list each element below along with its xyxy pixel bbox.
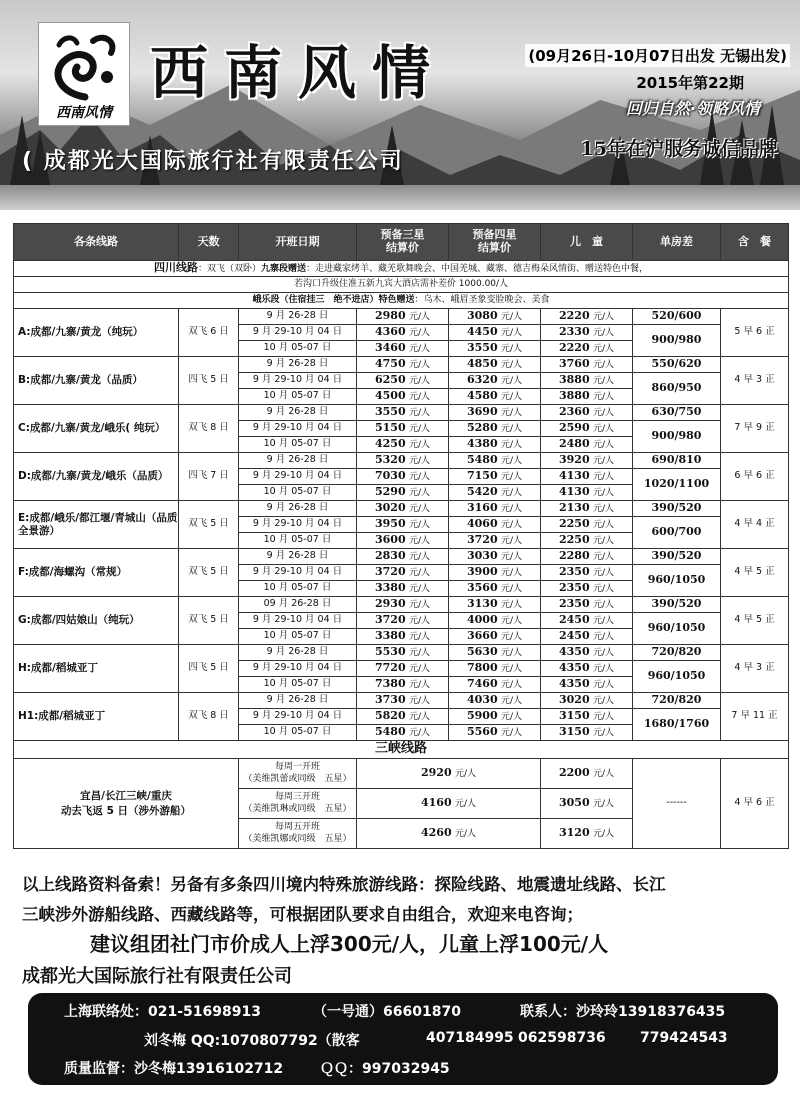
price-four-star: 3130 元/人: [449, 597, 541, 613]
notes-paragraph: [22, 870, 782, 930]
price-four-star: 5480 元/人: [449, 453, 541, 469]
table-header-row: [14, 224, 789, 261]
single-supplement: 960/1050: [633, 613, 721, 645]
price-four-star: 3030 元/人: [449, 549, 541, 565]
single-supplement: 390/520: [633, 501, 721, 517]
route-days: 四飞 7 日: [179, 453, 239, 501]
single-supplement: 520/600: [633, 309, 721, 325]
single-supplement: 690/810: [633, 453, 721, 469]
header-route: 各条线路: [14, 224, 179, 261]
table-row: [14, 693, 789, 709]
departure-date: 9 月 29-10 月 04 日: [239, 421, 357, 437]
header-meals: 含 餐: [721, 224, 789, 261]
route-days: 四飞 5 日: [179, 357, 239, 405]
single-supplement: 720/820: [633, 645, 721, 661]
sanxia-child-price: 3050 元/人: [541, 789, 633, 819]
meals: 4 早 5 正: [721, 549, 789, 597]
recommend-price-note: 建议组团社门市价成人上浮300元/人，儿童上浮100元/人: [90, 932, 609, 956]
departure-date: 9 月 29-10 月 04 日: [239, 469, 357, 485]
price-child: 2250 元/人: [541, 517, 633, 533]
price-four-star: 4000 元/人: [449, 613, 541, 629]
price-child: 2480 元/人: [541, 437, 633, 453]
departure-date: 9 月 26-28 日: [239, 453, 357, 469]
price-three-star: 4360 元/人: [357, 325, 449, 341]
single-supplement: 860/950: [633, 373, 721, 405]
departure-date: 10 月 05-07 日: [239, 725, 357, 741]
price-three-star: 3550 元/人: [357, 405, 449, 421]
route-days: 四飞 5 日: [179, 645, 239, 693]
departure-date: 9 月 29-10 月 04 日: [239, 517, 357, 533]
notes-line-2: 三峡涉外游船线路、西藏线路等，可根据团队要求自由组合，欢迎来电咨询；: [22, 905, 583, 924]
meals: 7 早 9 正: [721, 405, 789, 453]
departure-date: 9 月 26-28 日: [239, 501, 357, 517]
sanxia-date: 每周一开班 （美维凯蕾或同级 五星）: [239, 759, 357, 789]
route-days: 双飞 8 日: [179, 693, 239, 741]
price-four-star: 3720 元/人: [449, 533, 541, 549]
sanxia-price: 4160 元/人: [357, 789, 541, 819]
qq-number-1: 407184995: [426, 1030, 514, 1046]
departure-date: 10 月 05-07 日: [239, 677, 357, 693]
section-title-sanxia: 三峡线路: [14, 741, 789, 759]
sichuan-info-row-3: [14, 293, 789, 309]
route-name: E:成都/峨乐/都江堰/青城山（品质全景游）: [14, 501, 179, 549]
price-child: 2130 元/人: [541, 501, 633, 517]
price-four-star: 4850 元/人: [449, 357, 541, 373]
price-three-star: 3950 元/人: [357, 517, 449, 533]
price-three-star: 3380 元/人: [357, 581, 449, 597]
price-four-star: 5420 元/人: [449, 485, 541, 501]
price-four-star: 4030 元/人: [449, 693, 541, 709]
route-name: A:成都/九寨/黄龙（纯玩）: [14, 309, 179, 357]
price-child: 2280 元/人: [541, 549, 633, 565]
table-row: [14, 357, 789, 373]
notes-line-1: 以上线路资料备索！另备有多条四川境内特殊旅游线路：探险线路、地震遗址线路、长江: [22, 875, 666, 894]
sanxia-title-row: [14, 741, 789, 759]
price-four-star: 5900 元/人: [449, 709, 541, 725]
footer-company-name: 成都光大国际旅行社有限责任公司: [22, 966, 292, 987]
route-days: 双飞 5 日: [179, 501, 239, 549]
single-supplement: 1680/1760: [633, 709, 721, 741]
qq-number-3: 779424543: [640, 1030, 728, 1046]
slogan: 回归自然·领略风情: [625, 99, 760, 118]
departure-date: 09 月 26-28 日: [239, 597, 357, 613]
route-name: B:成都/九寨/黄龙（品质）: [14, 357, 179, 405]
sanxia-price: 4260 元/人: [357, 819, 541, 849]
price-three-star: 5820 元/人: [357, 709, 449, 725]
price-table-container: [13, 223, 788, 849]
qq-supervision: ＱＱ：997032945: [320, 1061, 450, 1077]
departure-date: 10 月 05-07 日: [239, 341, 357, 357]
meals: 4 早 3 正: [721, 645, 789, 693]
price-three-star: 4250 元/人: [357, 437, 449, 453]
departure-date: 9 月 29-10 月 04 日: [239, 613, 357, 629]
sanxia-date: 每周五开班 （美维凯娜或同级 五星）: [239, 819, 357, 849]
meals: 4 早 4 正: [721, 501, 789, 549]
price-four-star: 5630 元/人: [449, 645, 541, 661]
sanxia-date: 每周三开班 （美维凯琳或同级 五星）: [239, 789, 357, 819]
price-child: 2250 元/人: [541, 533, 633, 549]
route-days: 双飞 6 日: [179, 309, 239, 357]
departure-date: 9 月 26-28 日: [239, 645, 357, 661]
price-child: 3920 元/人: [541, 453, 633, 469]
price-four-star: 7460 元/人: [449, 677, 541, 693]
quality-supervision: 质量监督：沙冬梅13916102712: [64, 1061, 284, 1077]
price-child: 2350 元/人: [541, 565, 633, 581]
departure-date: 9 月 26-28 日: [239, 309, 357, 325]
sanxia-child-price: 3120 元/人: [541, 819, 633, 849]
departure-date: 9 月 26-28 日: [239, 357, 357, 373]
price-four-star: 3080 元/人: [449, 309, 541, 325]
price-three-star: 3720 元/人: [357, 565, 449, 581]
price-three-star: 3020 元/人: [357, 501, 449, 517]
table-row: [14, 501, 789, 517]
brand-tagline: 15年在沪服务诚信品牌: [580, 138, 778, 160]
price-child: 2450 元/人: [541, 629, 633, 645]
price-child: 3150 元/人: [541, 709, 633, 725]
table-row: [14, 759, 789, 789]
route-name: D:成都/九寨/黄龙/峨乐（品质）: [14, 453, 179, 501]
logo: [38, 22, 130, 126]
departure-date: 9 月 29-10 月 04 日: [239, 661, 357, 677]
issue-number: 2015年第22期: [636, 74, 744, 92]
price-three-star: 5290 元/人: [357, 485, 449, 501]
price-child: 2220 元/人: [541, 341, 633, 357]
qq-number-2: 062598736: [518, 1030, 606, 1046]
header-four-star: 预备四星 结算价: [449, 224, 541, 261]
table-row: [14, 645, 789, 661]
price-child: 2590 元/人: [541, 421, 633, 437]
price-four-star: 7800 元/人: [449, 661, 541, 677]
price-child: 4350 元/人: [541, 661, 633, 677]
header-dates: 开班日期: [239, 224, 357, 261]
price-three-star: 2980 元/人: [357, 309, 449, 325]
price-table: [13, 223, 789, 849]
route-days: 双飞 5 日: [179, 597, 239, 645]
header-days: 天数: [179, 224, 239, 261]
table-row: [14, 453, 789, 469]
contact-person: 联系人：沙玲玲13918376435: [520, 1004, 726, 1020]
sichuan-info-row: [14, 261, 789, 277]
meals: 4 早 5 正: [721, 597, 789, 645]
table-row: [14, 309, 789, 325]
departure-dates: (09月26日-10月07日出发 无锡出发): [525, 44, 790, 67]
price-child: 2220 元/人: [541, 309, 633, 325]
meals: 7 早 11 正: [721, 693, 789, 741]
departure-date: 9 月 26-28 日: [239, 549, 357, 565]
departure-date: 10 月 05-07 日: [239, 581, 357, 597]
price-four-star: 5280 元/人: [449, 421, 541, 437]
departure-date: 9 月 29-10 月 04 日: [239, 565, 357, 581]
price-three-star: 7380 元/人: [357, 677, 449, 693]
price-three-star: 5480 元/人: [357, 725, 449, 741]
meals: 4 早 3 正: [721, 357, 789, 405]
table-row: [14, 549, 789, 565]
meals: 5 早 6 正: [721, 309, 789, 357]
price-four-star: 3690 元/人: [449, 405, 541, 421]
price-child: 3880 元/人: [541, 373, 633, 389]
sanxia-price: 2920 元/人: [357, 759, 541, 789]
table-row: [14, 405, 789, 421]
banner-company-name: ( 成都光大国际旅行社有限责任公司: [22, 149, 404, 174]
price-three-star: 4500 元/人: [357, 389, 449, 405]
departure-date: 10 月 05-07 日: [239, 389, 357, 405]
price-three-star: 5530 元/人: [357, 645, 449, 661]
single-supplement: 390/520: [633, 597, 721, 613]
departure-date: 9 月 29-10 月 04 日: [239, 709, 357, 725]
single-supplement: 390/520: [633, 549, 721, 565]
price-child: 4130 元/人: [541, 469, 633, 485]
price-three-star: 3380 元/人: [357, 629, 449, 645]
price-child: 3150 元/人: [541, 725, 633, 741]
price-child: 2350 元/人: [541, 581, 633, 597]
single-supplement: 600/700: [633, 517, 721, 549]
price-three-star: 3460 元/人: [357, 341, 449, 357]
departure-date: 9 月 29-10 月 04 日: [239, 325, 357, 341]
brand-swirl-icon: [45, 27, 125, 103]
header-child: 儿 童: [541, 224, 633, 261]
price-three-star: 2930 元/人: [357, 597, 449, 613]
sanxia-route: 宜昌/长江三峡/重庆 动去飞返 5 日（涉外游船）: [14, 759, 239, 849]
header-three-star: 预备三星 结算价: [357, 224, 449, 261]
price-child: 2330 元/人: [541, 325, 633, 341]
price-four-star: 5560 元/人: [449, 725, 541, 741]
price-three-star: 3720 元/人: [357, 613, 449, 629]
price-four-star: 3560 元/人: [449, 581, 541, 597]
single-supplement: 900/980: [633, 325, 721, 357]
single-supplement: 960/1050: [633, 565, 721, 597]
sichuan-info: 四川线路：双飞（双卧）九寨段赠送：走进藏家烤羊、藏羌歌舞晚会、中国羌城、藏寨、德吉梅朵风情街、赠送特色中餐，: [14, 261, 789, 277]
price-three-star: 2830 元/人: [357, 549, 449, 565]
departure-date: 10 月 05-07 日: [239, 485, 357, 501]
price-four-star: 4060 元/人: [449, 517, 541, 533]
price-three-star: 3600 元/人: [357, 533, 449, 549]
sanxia-single-supplement: ------: [633, 759, 721, 849]
route-days: 双飞 5 日: [179, 549, 239, 597]
price-three-star: 3730 元/人: [357, 693, 449, 709]
price-four-star: 7150 元/人: [449, 469, 541, 485]
price-four-star: 4580 元/人: [449, 389, 541, 405]
contact-box: [28, 993, 778, 1085]
departure-date: 10 月 05-07 日: [239, 437, 357, 453]
departure-date: 9 月 29-10 月 04 日: [239, 373, 357, 389]
yihaotong-phone: （一号通）66601870: [313, 1004, 461, 1020]
price-child: 3880 元/人: [541, 389, 633, 405]
departure-date: 10 月 05-07 日: [239, 629, 357, 645]
price-three-star: 5150 元/人: [357, 421, 449, 437]
price-child: 4350 元/人: [541, 677, 633, 693]
price-four-star: 6320 元/人: [449, 373, 541, 389]
price-child: 2350 元/人: [541, 597, 633, 613]
shanghai-office-phone: 上海联络处：021-51698913: [64, 1004, 261, 1020]
single-supplement: 900/980: [633, 421, 721, 453]
single-supplement: 960/1050: [633, 661, 721, 693]
price-three-star: 4750 元/人: [357, 357, 449, 373]
price-child: 3020 元/人: [541, 693, 633, 709]
price-three-star: 5320 元/人: [357, 453, 449, 469]
price-four-star: 4380 元/人: [449, 437, 541, 453]
table-row: [14, 597, 789, 613]
route-name: C:成都/九寨/黄龙/峨乐( 纯玩）: [14, 405, 179, 453]
price-four-star: 4450 元/人: [449, 325, 541, 341]
price-child: 2450 元/人: [541, 613, 633, 629]
header-single-supplement: 单房差: [633, 224, 721, 261]
price-child: 2360 元/人: [541, 405, 633, 421]
price-four-star: 3550 元/人: [449, 341, 541, 357]
header-banner: [0, 0, 800, 210]
route-name: G:成都/四姑娘山（纯玩）: [14, 597, 179, 645]
price-three-star: 6250 元/人: [357, 373, 449, 389]
departure-date: 9 月 26-28 日: [239, 405, 357, 421]
route-name: H:成都/稻城亚丁: [14, 645, 179, 693]
page-title: 西南风情: [150, 39, 447, 107]
sichuan-upgrade-note: 若沟口升级住准五新九宾大酒店需补差价 1000.00/人: [14, 277, 789, 293]
sichuan-emei-note: 峨乐段（住宿挂三 绝不进店）特色赠送：乌木、峨眉圣象变脸晚会、美食: [14, 293, 789, 309]
section-title-sichuan: 四川线路: [153, 261, 198, 275]
price-three-star: 7030 元/人: [357, 469, 449, 485]
sanxia-child-price: 2200 元/人: [541, 759, 633, 789]
price-four-star: 3660 元/人: [449, 629, 541, 645]
logo-text: 西南风情: [56, 105, 112, 121]
price-three-star: 7720 元/人: [357, 661, 449, 677]
liu-qq: 刘冬梅 QQ:1070807792（散客: [144, 1033, 360, 1049]
meals: 6 早 6 正: [721, 453, 789, 501]
sanxia-meals: 4 早 6 正: [721, 759, 789, 849]
sichuan-info-row-2: [14, 277, 789, 293]
price-four-star: 3160 元/人: [449, 501, 541, 517]
price-four-star: 3900 元/人: [449, 565, 541, 581]
price-child: 4130 元/人: [541, 485, 633, 501]
route-name: H1:成都/稻城亚丁: [14, 693, 179, 741]
departure-date: 9 月 26-28 日: [239, 693, 357, 709]
price-child: 3760 元/人: [541, 357, 633, 373]
single-supplement: 1020/1100: [633, 469, 721, 501]
single-supplement: 720/820: [633, 693, 721, 709]
single-supplement: 630/750: [633, 405, 721, 421]
departure-date: 10 月 05-07 日: [239, 533, 357, 549]
route-name: F:成都/海螺沟（常规）: [14, 549, 179, 597]
price-child: 4350 元/人: [541, 645, 633, 661]
single-supplement: 550/620: [633, 357, 721, 373]
route-days: 双飞 8 日: [179, 405, 239, 453]
